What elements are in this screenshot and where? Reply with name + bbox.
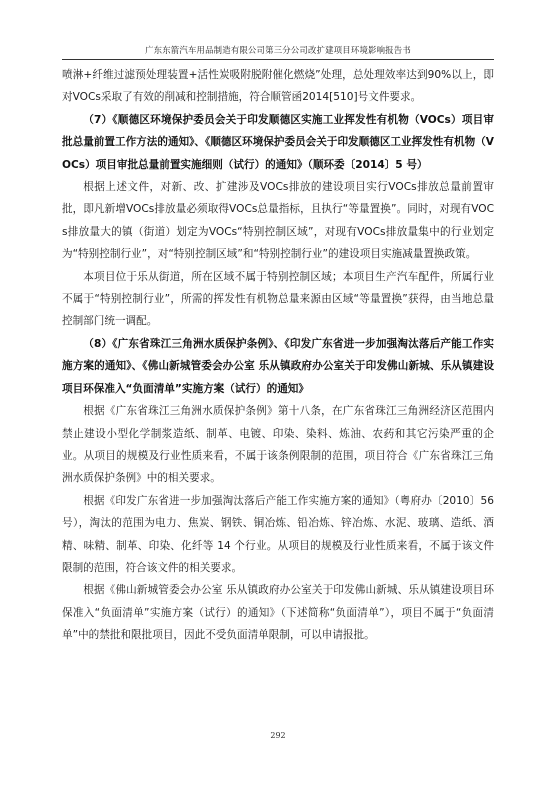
section-heading-8: （8）《广东省珠江三角洲水质保护条例》、《印发广东省进一步加强淘汰落后产能工作实施方案的通知》、《佛山新城管委会办公室 乐从镇政府办公室关于印发佛山新城、乐从镇建设项目环保准入“负面清单”实施方案（试行）的通知》: [62, 337, 494, 395]
running-header: 广东东箭汽车用品制造有限公司第三分公司改扩建项目环境影响报告书: [145, 45, 411, 55]
page-number: 292: [270, 731, 286, 740]
paragraph-capacity-elimination: 根据《印发广东省进一步加强淘汰落后产能工作实施方案的通知》（粤府办〔2010〕56 号），淘汰的范围为电力、焦炭、钢铁、铜冶炼、铅冶炼、锌冶炼、水泥、玻璃、造纸、酒精、味精、制革、印染、化纤等 14 个行业。从项目的规模及行业性质来看，不属于该文件限制的范围，符合该文件的相关要求。: [62, 494, 494, 574]
paragraph-water-protection: 根据《广东省珠江三角洲水质保护条例》第十八条，在广东省珠江三角洲经济区范围内禁止建设小型化学制浆造纸、制革、电镀、印染、染料、炼油、农药和其它污染严重的企业。从项目的规模及行业性质来看，不属于该条例限制的范围，项目符合《广东省珠江三角洲水质保护条例》中的相关要求。: [62, 405, 494, 485]
section-heading-7: （7）《顺德区环境保护委员会关于印发顺德区实施工业挥发性有机物（VOCs）项目审批总量前置工作方法的通知》、《顺德区环境保护委员会关于印发顺德区工业挥发性有机物（VOCs）项目审批总量前置实施细则（试行）的通知》（顺环委〔2014〕5 号）: [62, 113, 494, 171]
paragraph-negative-list: 根据《佛山新城管委会办公室 乐从镇政府办公室关于印发佛山新城、乐从镇建设项目环保准入“负面清单”实施方案（试行）的通知》（下述简称“负面清单”），项目不属于“负面清单”中的禁批和限批项目，因此不受负面清单限制，可以申请报批。: [62, 584, 494, 642]
body-content: [62, 64, 494, 647]
header-divider: [62, 59, 494, 60]
paragraph-voc-policy: 根据上述文件，对新、改、扩建涉及VOCs排放的建设项目实行VOCs排放总量前置审批，即凡新增VOCs排放量必须取得VOCs总量指标，且执行“等量置换”。同时，对现有VOCs排放量大的镇（街道）划定为VOCs“特别控制区域”，对现有VOCs排放量集中的行业划定为“特别控制行业”，对“特别控制区域”和“特别控制行业”的建设项目实施减量置换政策。: [62, 181, 494, 261]
paragraph-project-location: 本项目位于乐从街道，所在区域不属于特别控制区域；本项目生产汽车配件，所属行业不属于“特别控制行业”，所需的挥发性有机物总量来源由区域“等量置换”获得，由当地总量控制部门统一调配。: [62, 270, 494, 328]
paragraph-continuation: 喷淋+纤维过滤预处理装置+活性炭吸附脱附催化燃烧”处理，总处理效率达到90%以上，即对VOCs采取了有效的削减和控制措施，符合顺管函2014[510]号文件要求。: [62, 69, 494, 104]
